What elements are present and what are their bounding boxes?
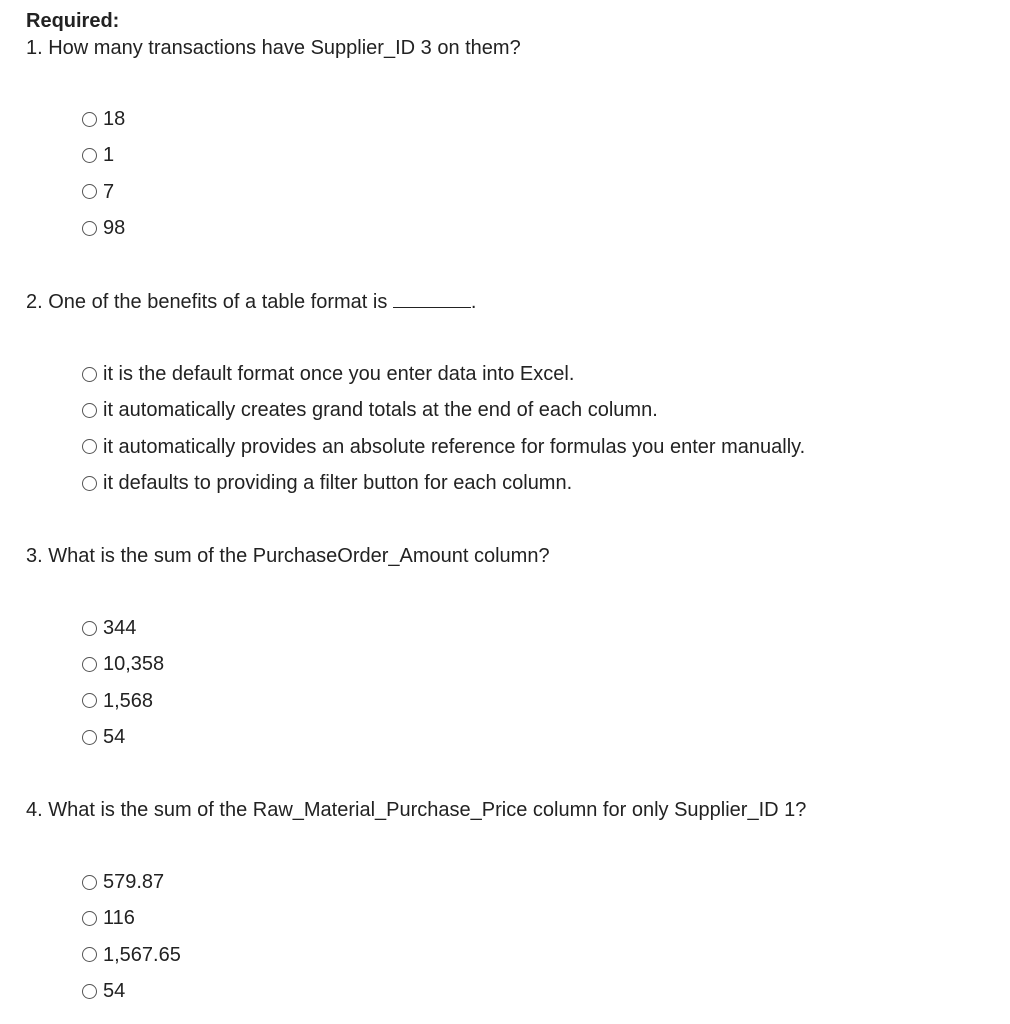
option-label: it is the default format once you enter data into Excel. [103, 363, 575, 386]
radio-button[interactable] [82, 911, 97, 926]
question-4-option-2[interactable] [82, 900, 181, 936]
question-1-option-1[interactable] [82, 101, 125, 137]
question-3-option-1[interactable] [82, 610, 164, 646]
option-label: 10,358 [103, 653, 165, 676]
option-label: it automatically creates grand totals at the end of each column. [103, 399, 658, 422]
option-label: 7 [103, 180, 115, 203]
question-2-option-3[interactable] [82, 429, 805, 465]
option-label: 54 [103, 726, 126, 749]
question-1-text: 1. How many transactions have Supplier_ID 3 on them? [26, 37, 521, 59]
question-1-options [82, 101, 125, 246]
question-3-option-2[interactable] [82, 646, 164, 682]
radio-button[interactable] [82, 657, 97, 672]
required-heading: Required: [26, 10, 120, 32]
radio-button[interactable] [82, 730, 97, 745]
question-3-option-3[interactable] [82, 683, 164, 719]
option-label: 1,567.65 [103, 943, 181, 966]
option-label: 116 [103, 907, 135, 930]
option-label: 344 [103, 617, 137, 640]
option-label: 579.87 [103, 871, 165, 894]
option-label: 1,568 [103, 689, 154, 712]
question-1-option-2[interactable] [82, 137, 125, 173]
question-2-options [82, 356, 805, 501]
radio-button[interactable] [82, 621, 97, 636]
option-label: it defaults to providing a filter button for each column. [103, 472, 573, 495]
question-2-option-2[interactable] [82, 392, 805, 428]
option-label: 54 [103, 980, 126, 1003]
radio-button[interactable] [82, 875, 97, 890]
radio-button[interactable] [82, 476, 97, 491]
option-label: 1 [103, 144, 115, 167]
question-1-option-4[interactable] [82, 210, 125, 246]
question-3-text: 3. What is the sum of the PurchaseOrder_Amount column? [26, 545, 550, 567]
question-4-text: 4. What is the sum of the Raw_Material_Purchase_Price column for only Supplier_ID 1? [26, 799, 807, 821]
question-4-options [82, 864, 181, 1009]
question-3-option-4[interactable] [82, 719, 164, 755]
question-3-options [82, 610, 164, 755]
radio-button[interactable] [82, 148, 97, 163]
question-2-option-1[interactable] [82, 356, 805, 392]
question-2-text-after: . [470, 291, 477, 313]
question-2-option-4[interactable] [82, 465, 805, 501]
radio-button[interactable] [82, 984, 97, 999]
option-label: it automatically provides an absolute reference for formulas you enter manually. [103, 435, 806, 458]
radio-button[interactable] [82, 184, 97, 199]
question-4-option-4[interactable] [82, 973, 181, 1009]
question-2-text-before: 2. One of the benefits of a table format is [26, 291, 388, 313]
option-label: 18 [103, 108, 126, 131]
question-4-option-1[interactable] [82, 864, 181, 900]
radio-button[interactable] [82, 403, 97, 418]
question-2-text [26, 289, 476, 315]
radio-button[interactable] [82, 221, 97, 236]
option-label: 98 [103, 217, 126, 240]
radio-button[interactable] [82, 439, 97, 454]
radio-button[interactable] [82, 367, 97, 382]
question-1-option-3[interactable] [82, 174, 125, 210]
question-4-option-3[interactable] [82, 937, 181, 973]
radio-button[interactable] [82, 947, 97, 962]
radio-button[interactable] [82, 112, 97, 127]
fill-in-blank [393, 289, 471, 308]
radio-button[interactable] [82, 693, 97, 708]
